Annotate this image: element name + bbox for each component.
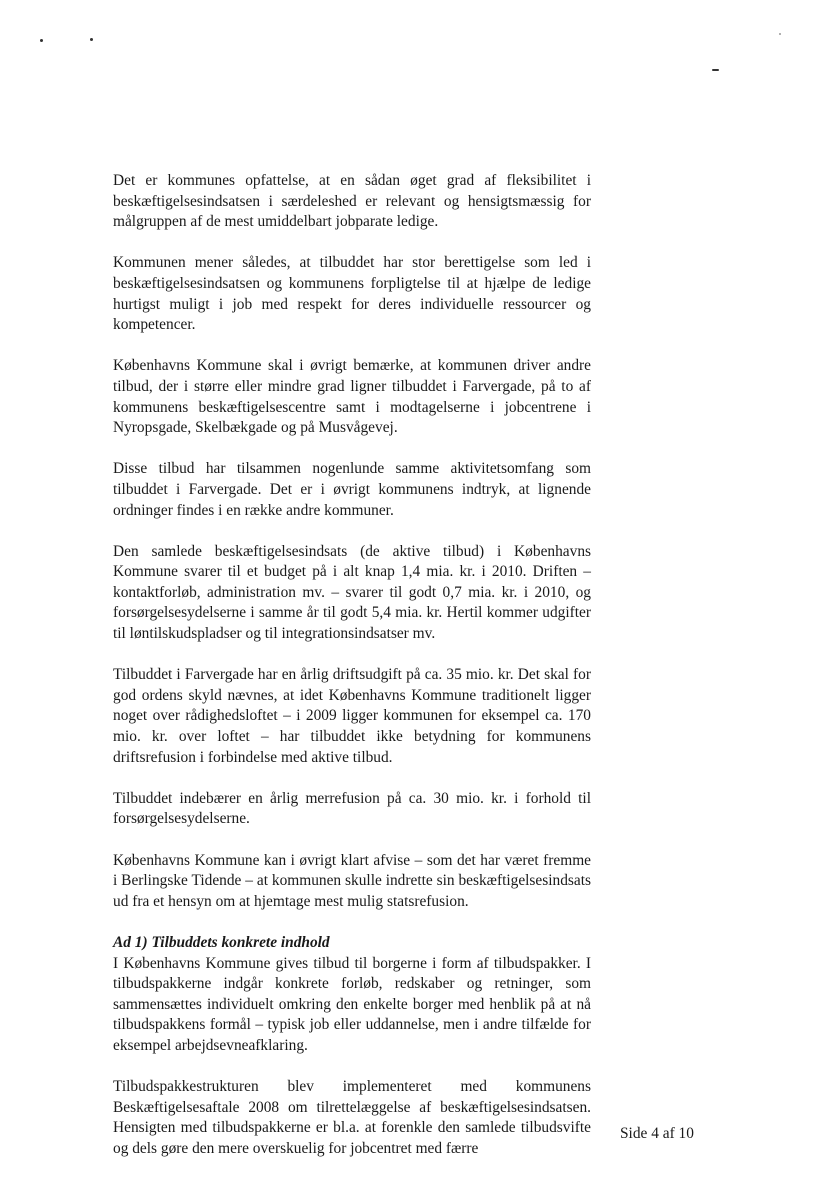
scan-speck-3 — [712, 69, 719, 71]
paragraph-2: Kommunen mener således, at tilbuddet har stor berettigelse som led i beskæftigelsesindsatsen og kommunens forpligtelse til at hjælpe de ledige hurtigst muligt i job med respekt for deres individuelle ressourcer og kompetencer. — [113, 254, 591, 334]
section-heading: Ad 1) Tilbuddets konkrete indhold — [113, 933, 330, 951]
paragraph-4: Disse tilbud har tilsammen nogenlunde samme aktivitetsomfang som tilbuddet i Farvergade. Det er i øvrigt kommunens indtryk, at lignende ordninger findes i en række andre kommuner. — [113, 460, 591, 519]
paragraph-3: Københavns Kommune skal i øvrigt bemærke, at kommunen driver andre tilbud, der i større eller mindre grad ligner tilbuddet i Farvergade, på to af kommunens beskæftigelsescentre samt i modtagelserne i jobcentrene i Nyropsgade, Skelbækgade og på Musvågevej. — [113, 357, 591, 437]
paragraph-6: Tilbuddet i Farvergade har en årlig driftsudgift på ca. 35 mio. kr. Det skal for god ordens skyld nævnes, at idet Københavns Kommune traditionelt ligger noget over rådighedsloftet – i 2009 ligger kommunen for eksempel ca. 170 mio. kr. over loftet – har tilbuddet ikke betydning for kommunens driftsrefusion i forbindelse med aktive tilbud. — [113, 666, 591, 766]
scan-speck-4 — [779, 33, 781, 35]
page-number: Side 4 af 10 — [620, 1125, 694, 1142]
section-paragraph-1: I Københavns Kommune gives tilbud til borgerne i form af tilbudspakker. I tilbudspakkerne indgår konkrete forløb, redskaber og retninger, som sammensættes individuelt omkring den enkelte borger med henblik på at nå tilbudspakkens formål – typisk job eller uddannelse, men i andre tilfælde for eksempel arbejdsevneafklaring. — [113, 954, 591, 1054]
paragraph-5: Den samlede beskæftigelsesindsats (de aktive tilbud) i Københavns Kommune svarer til et budget på i alt knap 1,4 mia. kr. i 2010. Driften – kontaktforløb, administration mv. – svarer til godt 0,7 mia. kr. i 2010, og forsørgelsesydelserne i samme år til godt 5,4 mia. kr. Hertil kommer udgifter til løntilskudspladser og til integrationsindsatser mv. — [113, 542, 591, 643]
scan-speck-2 — [90, 38, 93, 41]
paragraph-8: Københavns Kommune kan i øvrigt klart afvise – som det har været fremme i Berlingske Tidende – at kommunen skulle indrette sin beskæftigelsesindsats ud fra et hensyn om at hjemtage mest mulig statsrefusion. — [113, 851, 591, 910]
section-paragraph-2: Tilbudspakkestrukturen blev implementeret med kommunens Beskæftigelsesaftale 2008 om tilrettelæggelse af beskæftigelsesindsatsen. Hensigten med tilbudspakkerne er bl.a. at forenkle den samlede tilbudsvifte og dels gøre den mere overskuelig for jobcentret med færre — [113, 1078, 591, 1157]
scan-speck-1 — [40, 39, 43, 42]
body-text — [113, 171, 591, 1180]
paragraph-7: Tilbuddet indebærer en årlig merrefusion på ca. 30 mio. kr. i forhold til forsørgelsesydelserne. — [113, 789, 591, 828]
paragraph-1: Det er kommunes opfattelse, at en sådan øget grad af fleksibilitet i beskæftigelsesindsatsen i særdeleshed er relevant og hensigtsmæssig for målgruppen af de mest umiddelbart jobparate ledige. — [113, 172, 591, 231]
